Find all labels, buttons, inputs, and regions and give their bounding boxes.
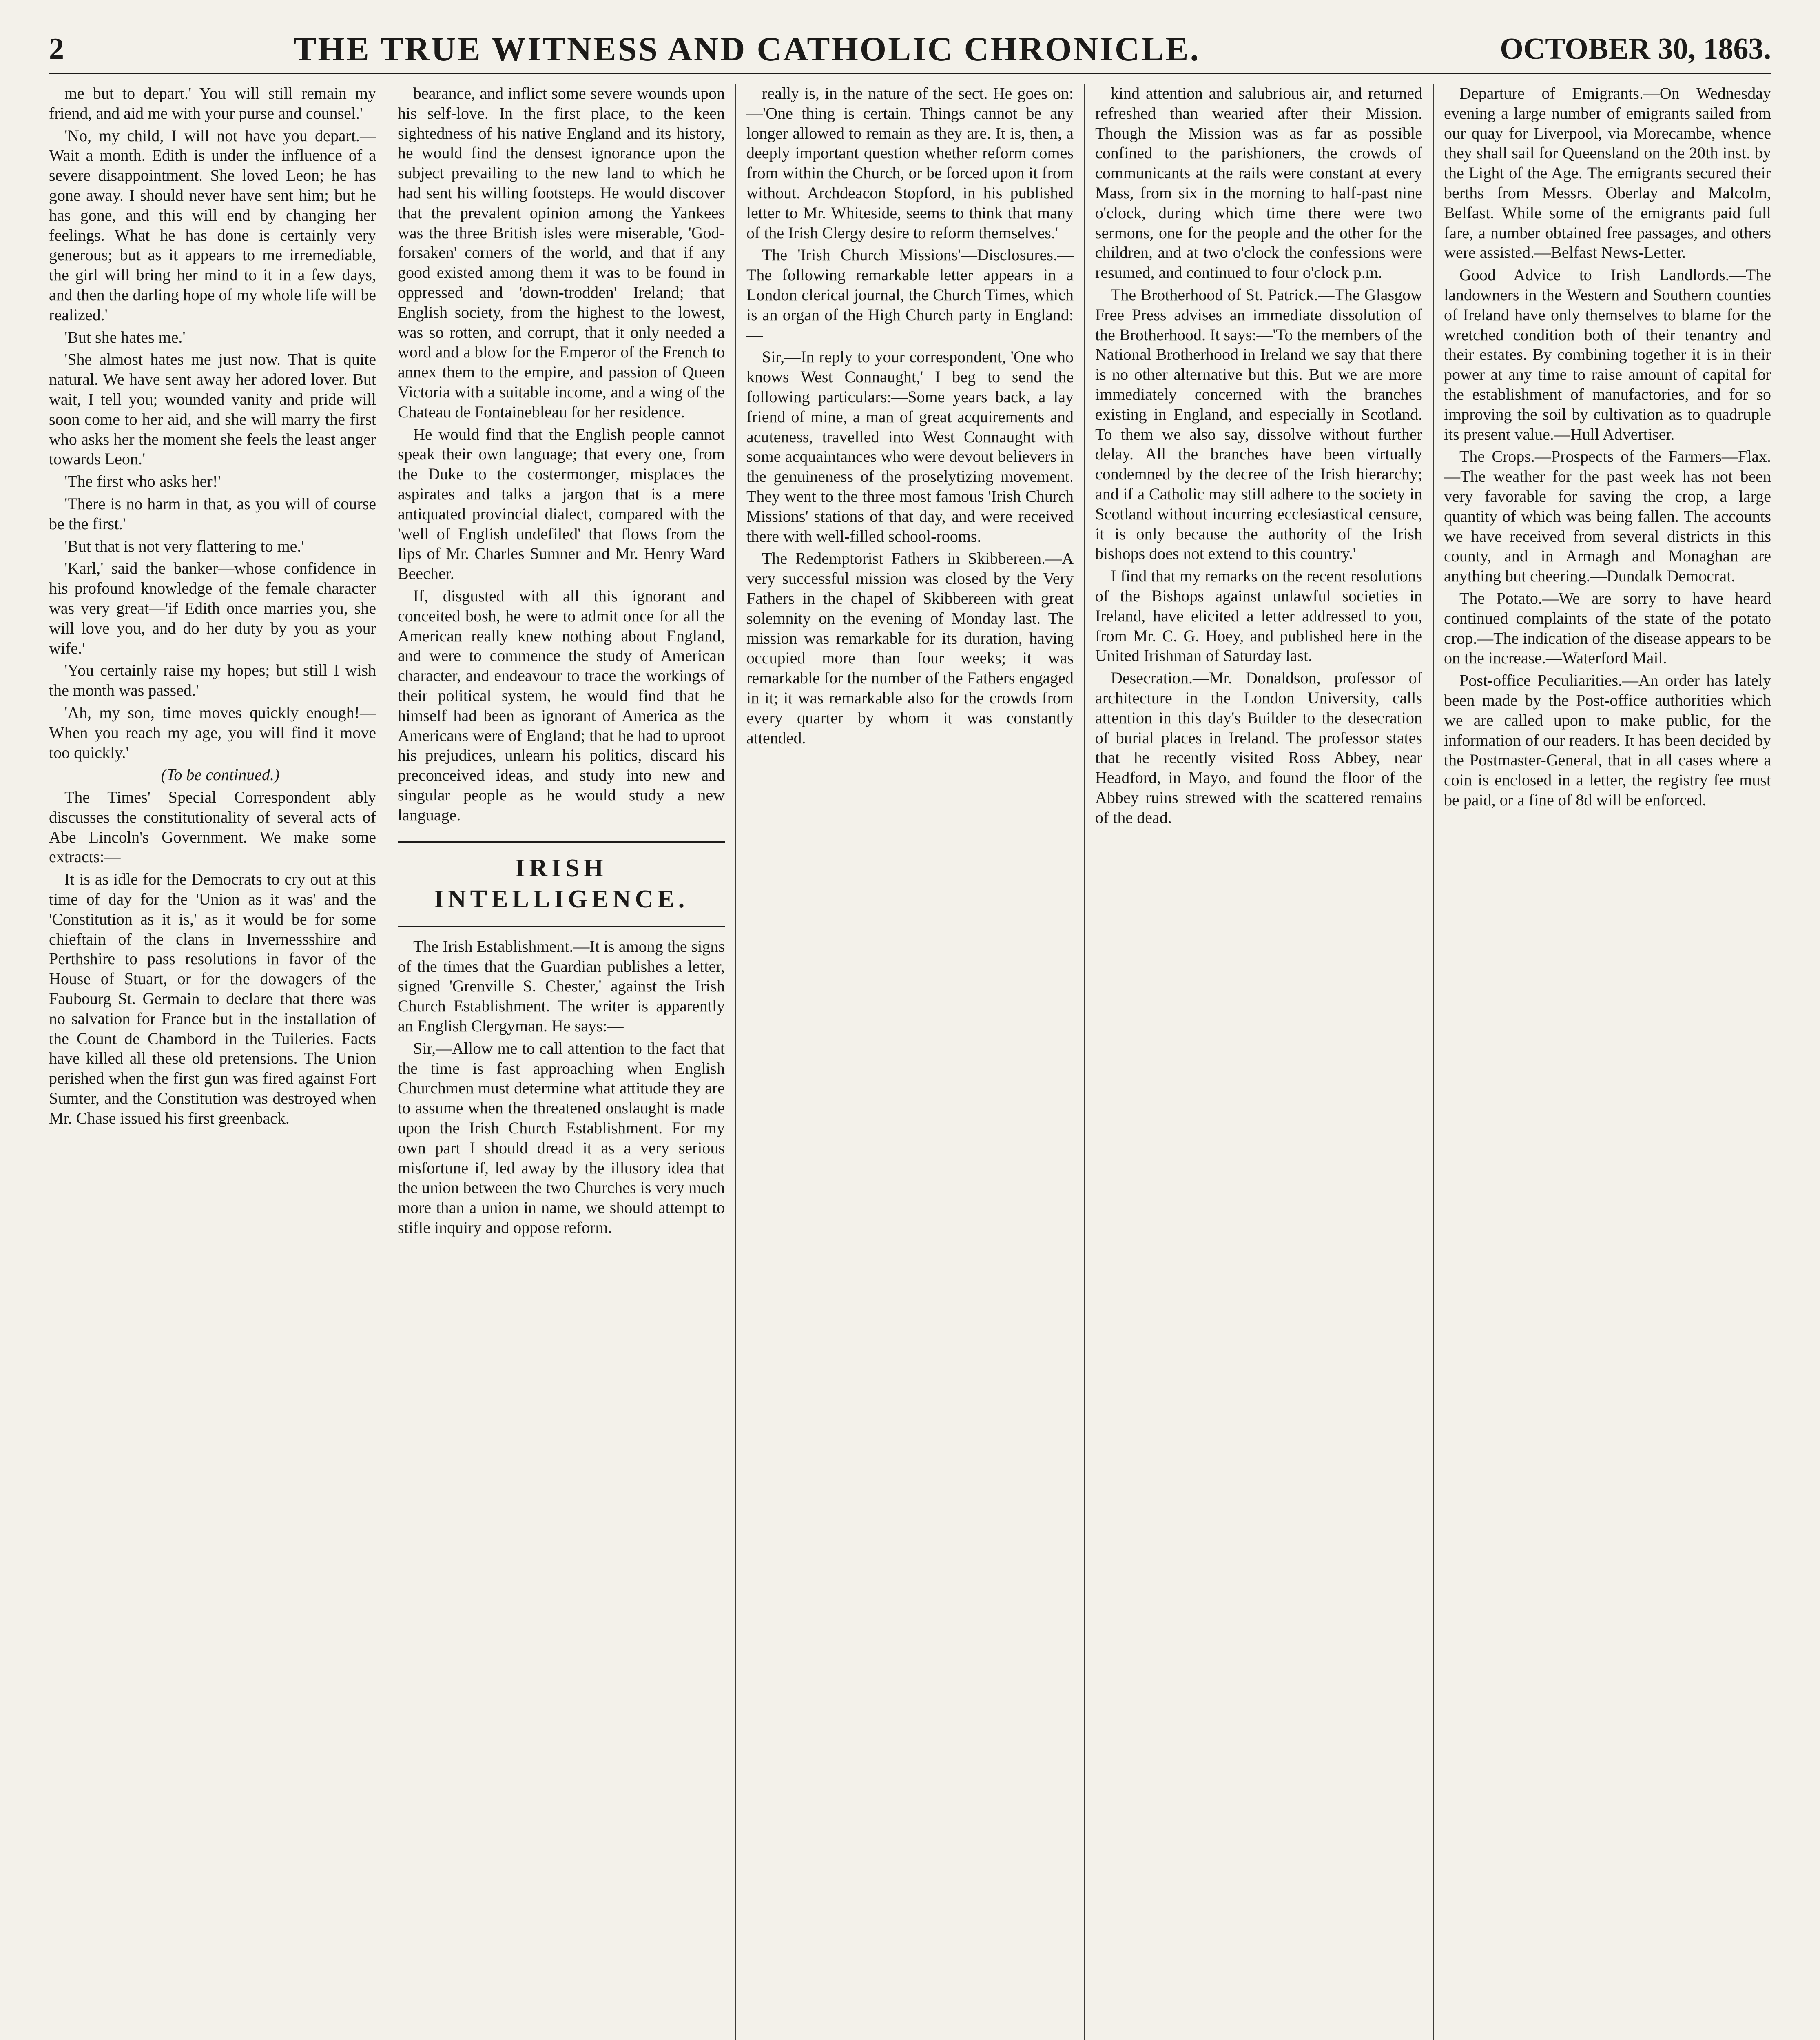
article-paragraph: really is, in the nature of the sect. He goes on:—'One thing is certain. Things cannot be any longer allowed to remain as they are. It is, then, a deeply important question whether reform comes from within the Church, or be forced upon it from without. Archdeacon Stopford, in his published letter to Mr. Whiteside, seems to think that many of the Irish Clergy desire to reform themselves.' xyxy=(746,84,1074,242)
article-paragraph: If, disgusted with all this ignorant and conceited bosh, he were to admit once for all the American really knew nothing about England, and were to commence the study of American character, and endeavour to trace the workings of their political system, he would find that he himself had been as ignorant of America as the Americans were of England; that he had to uproot his prejudices, unlearn his politics, discard his preconceived ideas, and study into new and singular people as he would study a new language. xyxy=(398,586,725,824)
article-paragraph: Departure of Emigrants.—On Wednesday evening a large number of emigrants sailed from our quay for Liverpool, via Morecambe, whence they shall sail for Queensland on the 20th inst. by the Light of the Age. The emigrants secured their berths from Messrs. Oberlay and Malcolm, Belfast. While some of the emigrants paid full fare, a number obtained free passages, and others were assisted.—Belfast News-Letter. xyxy=(1444,84,1771,262)
article-paragraph: It is as idle for the Democrats to cry out at this time of day for the 'Union as it was' and the 'Constitution as it is,' as it would be for some chieftain of the clans in Invernessshire and Perthshire to pass resolutions in favor of the House of Stuart, or for the dowagers of the Faubourg St. Germain to declare that there was no salvation for France but in the installation of the Count de Chambord in the Tuileries. Facts have killed all these old pretensions. The Union perished when the first gun was fired against Fort Sumter, and the Constitution was destroyed when Mr. Chase issued his first greenback. xyxy=(49,870,376,1127)
column-2 xyxy=(398,84,725,2040)
article-paragraph: The 'Irish Church Missions'—Disclosures.—The following remarkable letter appears in a London clerical journal, the Church Times, which is an organ of the High Church party in England:— xyxy=(746,246,1074,344)
article-paragraph: Sir,—In reply to your correspondent, 'One who knows West Connaught,' I beg to send the following particulars:—Some years back, a lay friend of mine, a man of great acquirements and acuteness, travelled into West Connaught with some acquaintances who were devout believers in the genuineness of the proselytizing movement. They went to the three most famous 'Irish Church Missions' stations of that day, and were received there with well-filled school-rooms. xyxy=(746,348,1074,545)
story-paragraph: 'There is no harm in that, as you will of course be the first.' xyxy=(49,494,376,533)
masthead xyxy=(49,24,1771,75)
column-1 xyxy=(49,84,376,2040)
column-divider xyxy=(735,84,736,2040)
article-paragraph: Sir,—Allow me to call attention to the fact that the time is fast approaching when English Churchmen must determine what attitude they are to assume when the threatened onslaught is made upon the Irish Church Establishment. For my own part I should dread it as a very serious misfortune if, led away by the illusory idea that the union between the two Churches is very much more than a union in name, we should attempt to stifle inquiry and oppose reform. xyxy=(398,1039,725,1237)
column-5 xyxy=(1444,84,1771,2040)
story-paragraph: 'The first who asks her!' xyxy=(64,472,221,491)
story-paragraph: 'Ah, my son, time moves quickly enough!—When you reach my age, you will find it move too quickly.' xyxy=(49,703,376,762)
article-paragraph: Good Advice to Irish Landlords.—The landowners in the Western and Southern counties of Ireland have only themselves to blame for the wretched condition both of their tenantry and their estates. By combining together it is in their power at any time to raise amount of capital for the establishment of manufactories, and for so improving the soil by cultivation as to quadruple its present value.—Hull Advertiser. xyxy=(1444,266,1771,443)
issue-date: OCTOBER 30, 1863. xyxy=(1500,32,1771,66)
story-paragraph: 'But that is not very flattering to me.' xyxy=(64,537,304,555)
story-paragraph: 'Karl,' said the banker—whose confidence in his profound knowledge of the female character was very great—'if Edith once marries you, she will love you, and do her duty by you as your wife.' xyxy=(49,559,376,657)
article-paragraph: He would find that the English people cannot speak their own language; that every one, from the Duke to the costermonger, misplaces the aspirates and talks a jargon that is a mere antiquated provincial dialect, compared with the 'well of English undefiled' that flows from the lips of Mr. Charles Sumner and Mr. Henry Ward Beecher. xyxy=(398,425,725,583)
article-paragraph: bearance, and inflict some severe wounds upon his self-love. In the first place, to the keen sightedness of his native England and its history, he would find the densest ignorance upon the subject prevailing to the new land to which he had sent his willing footsteps. He would discover that the prevalent opinion among the Yankees was the three British isles were miserable, 'God-forsaken' corners of the world, and that if any good existed among them it was to be found in oppressed and 'down-trodden' Ireland; that English society, from the highest to the lowest, was so rotten, and corrupt, that it only needed a word and a blow for the Emperor of the French to annex them to the empire, and passion of Queen Victoria with a suitable income, and a wing of the Chateau de Fontainebleau for her residence. xyxy=(398,84,725,421)
article-paragraph: The Irish Establishment.—It is among the signs of the times that the Guardian publishes a letter, signed 'Grenville S. Chester,' against the Irish Church Establishment. The writer is apparently an English Clergyman. He says:— xyxy=(398,937,725,1035)
column-divider xyxy=(1433,84,1434,2040)
column-3 xyxy=(746,84,1074,2040)
article-paragraph: kind attention and salubrious air, and returned refreshed than wearied after their Mission. Though the Mission was as far as possible confined to the parishioners, the crowds of communicants at the rails were constant at every Mass, from six in the morning to half-past nine o'clock, during which time there were two sermons, one for the people and the other for the children, and at two o'clock the confessions were resumed, and continued to four o'clock p.m. xyxy=(1095,84,1422,282)
article-columns xyxy=(49,84,1771,2040)
story-paragraph: 'No, my child, I will not have you depart.—Wait a month. Edith is under the influence of a severe disappointment. She loved Leon; he has gone away. I should never have sent him; but he has gone, and this will end by changing her feelings. What he has done is certainly very generous; but as it appears to me irremediable, the girl will bring her mind to it in a few days, and then the darling hope of my whole life will be realized.' xyxy=(49,126,376,324)
article-paragraph: The Crops.—Prospects of the Farmers—Flax.—The weather for the past week has not been very favorable for saving the crop, a large quantity of which was being fallen. The accounts we have received from several districts in this county, and in Armagh and Monaghan are anything but cheering.—Dundalk Democrat. xyxy=(1444,447,1771,585)
story-paragraph: me but to depart.' You will still remain my friend, and aid me with your purse and counsel.' xyxy=(49,84,376,122)
article-paragraph: The Potato.—We are sorry to have heard continued complaints of the state of the potato crop.—The indication of the disease appears to be on the increase.—Waterford Mail. xyxy=(1444,589,1771,667)
column-divider xyxy=(1084,84,1085,2040)
article-paragraph: Post-office Peculiarities.—An order has lately been made by the Post-office authorities which we are called upon to make public, for the information of our readers. It has been decided by the Postmaster-General, that in all cases where a coin is enclosed in a letter, the registry fee must be paid, or a fine of 8d will be enforced. xyxy=(1444,671,1771,809)
page-number: 2 xyxy=(49,32,64,66)
newspaper-title: THE TRUE WITNESS AND CATHOLIC CHRONICLE. xyxy=(293,30,1200,68)
section-heading: IRISH INTELLIGENCE. xyxy=(398,841,725,927)
to-be-continued: (To be continued.) xyxy=(161,765,280,784)
article-paragraph: The Times' Special Correspondent ably discusses the constitutionality of several acts of Abe Lincoln's Government. We make some extracts:— xyxy=(49,788,376,866)
column-4 xyxy=(1095,84,1422,2040)
story-paragraph: 'But she hates me.' xyxy=(64,328,186,346)
article-paragraph: The Brotherhood of St. Patrick.—The Glasgow Free Press advises an immediate dissolution of the Brotherhood. It says:—'To the members of the National Brotherhood in Ireland we say that there is no other alternative but this. But we are more immediately concerned with the branches existing in England, and especially in Scotland. To them we also say, dissolve without further delay. All the branches have been virtually condemned by the decree of the Irish hierarchy; and if a Catholic may still adhere to the society in Scotland without incurring ecclesiastical censure, it is only because the authority of the Irish bishops does not extend to this country.' xyxy=(1095,285,1422,563)
article-paragraph: Desecration.—Mr. Donaldson, professor of architecture in the London University, calls attention in this day's Builder to the desecration of burial places in Ireland. The professor states that he recently visited Ross Abbey, near Headford, in Mayo, and found the floor of the Abbey ruins strewed with the scattered remains of the dead. xyxy=(1095,669,1422,827)
article-paragraph: The Redemptorist Fathers in Skibbereen.—A very successful mission was closed by the Very Fathers in the chapel of Skibbereen with great solemnity on the evening of Monday last. The mission was remarkable for its duration, having occupied more than four weeks; it was remarkable for the number of the Fathers engaged in it; it was remarkable also for the crowds from every quarter by whom it was constantly attended. xyxy=(746,549,1074,747)
story-paragraph: 'She almost hates me just now. That is quite natural. We have sent away her adored lover. But wait, I tell you; wounded vanity and pride will soon come to her aid, and she will marry the first who asks her the moment she feels the least anger towards Leon.' xyxy=(49,350,376,468)
article-paragraph: I find that my remarks on the recent resolutions of the Bishops against unlawful societies in Ireland, have elicited a letter addressed to you, from Mr. C. G. Hoey, and published here in the United Irishman of Saturday last. xyxy=(1095,567,1422,665)
story-paragraph: 'You certainly raise my hopes; but still I wish the month was passed.' xyxy=(49,661,376,700)
